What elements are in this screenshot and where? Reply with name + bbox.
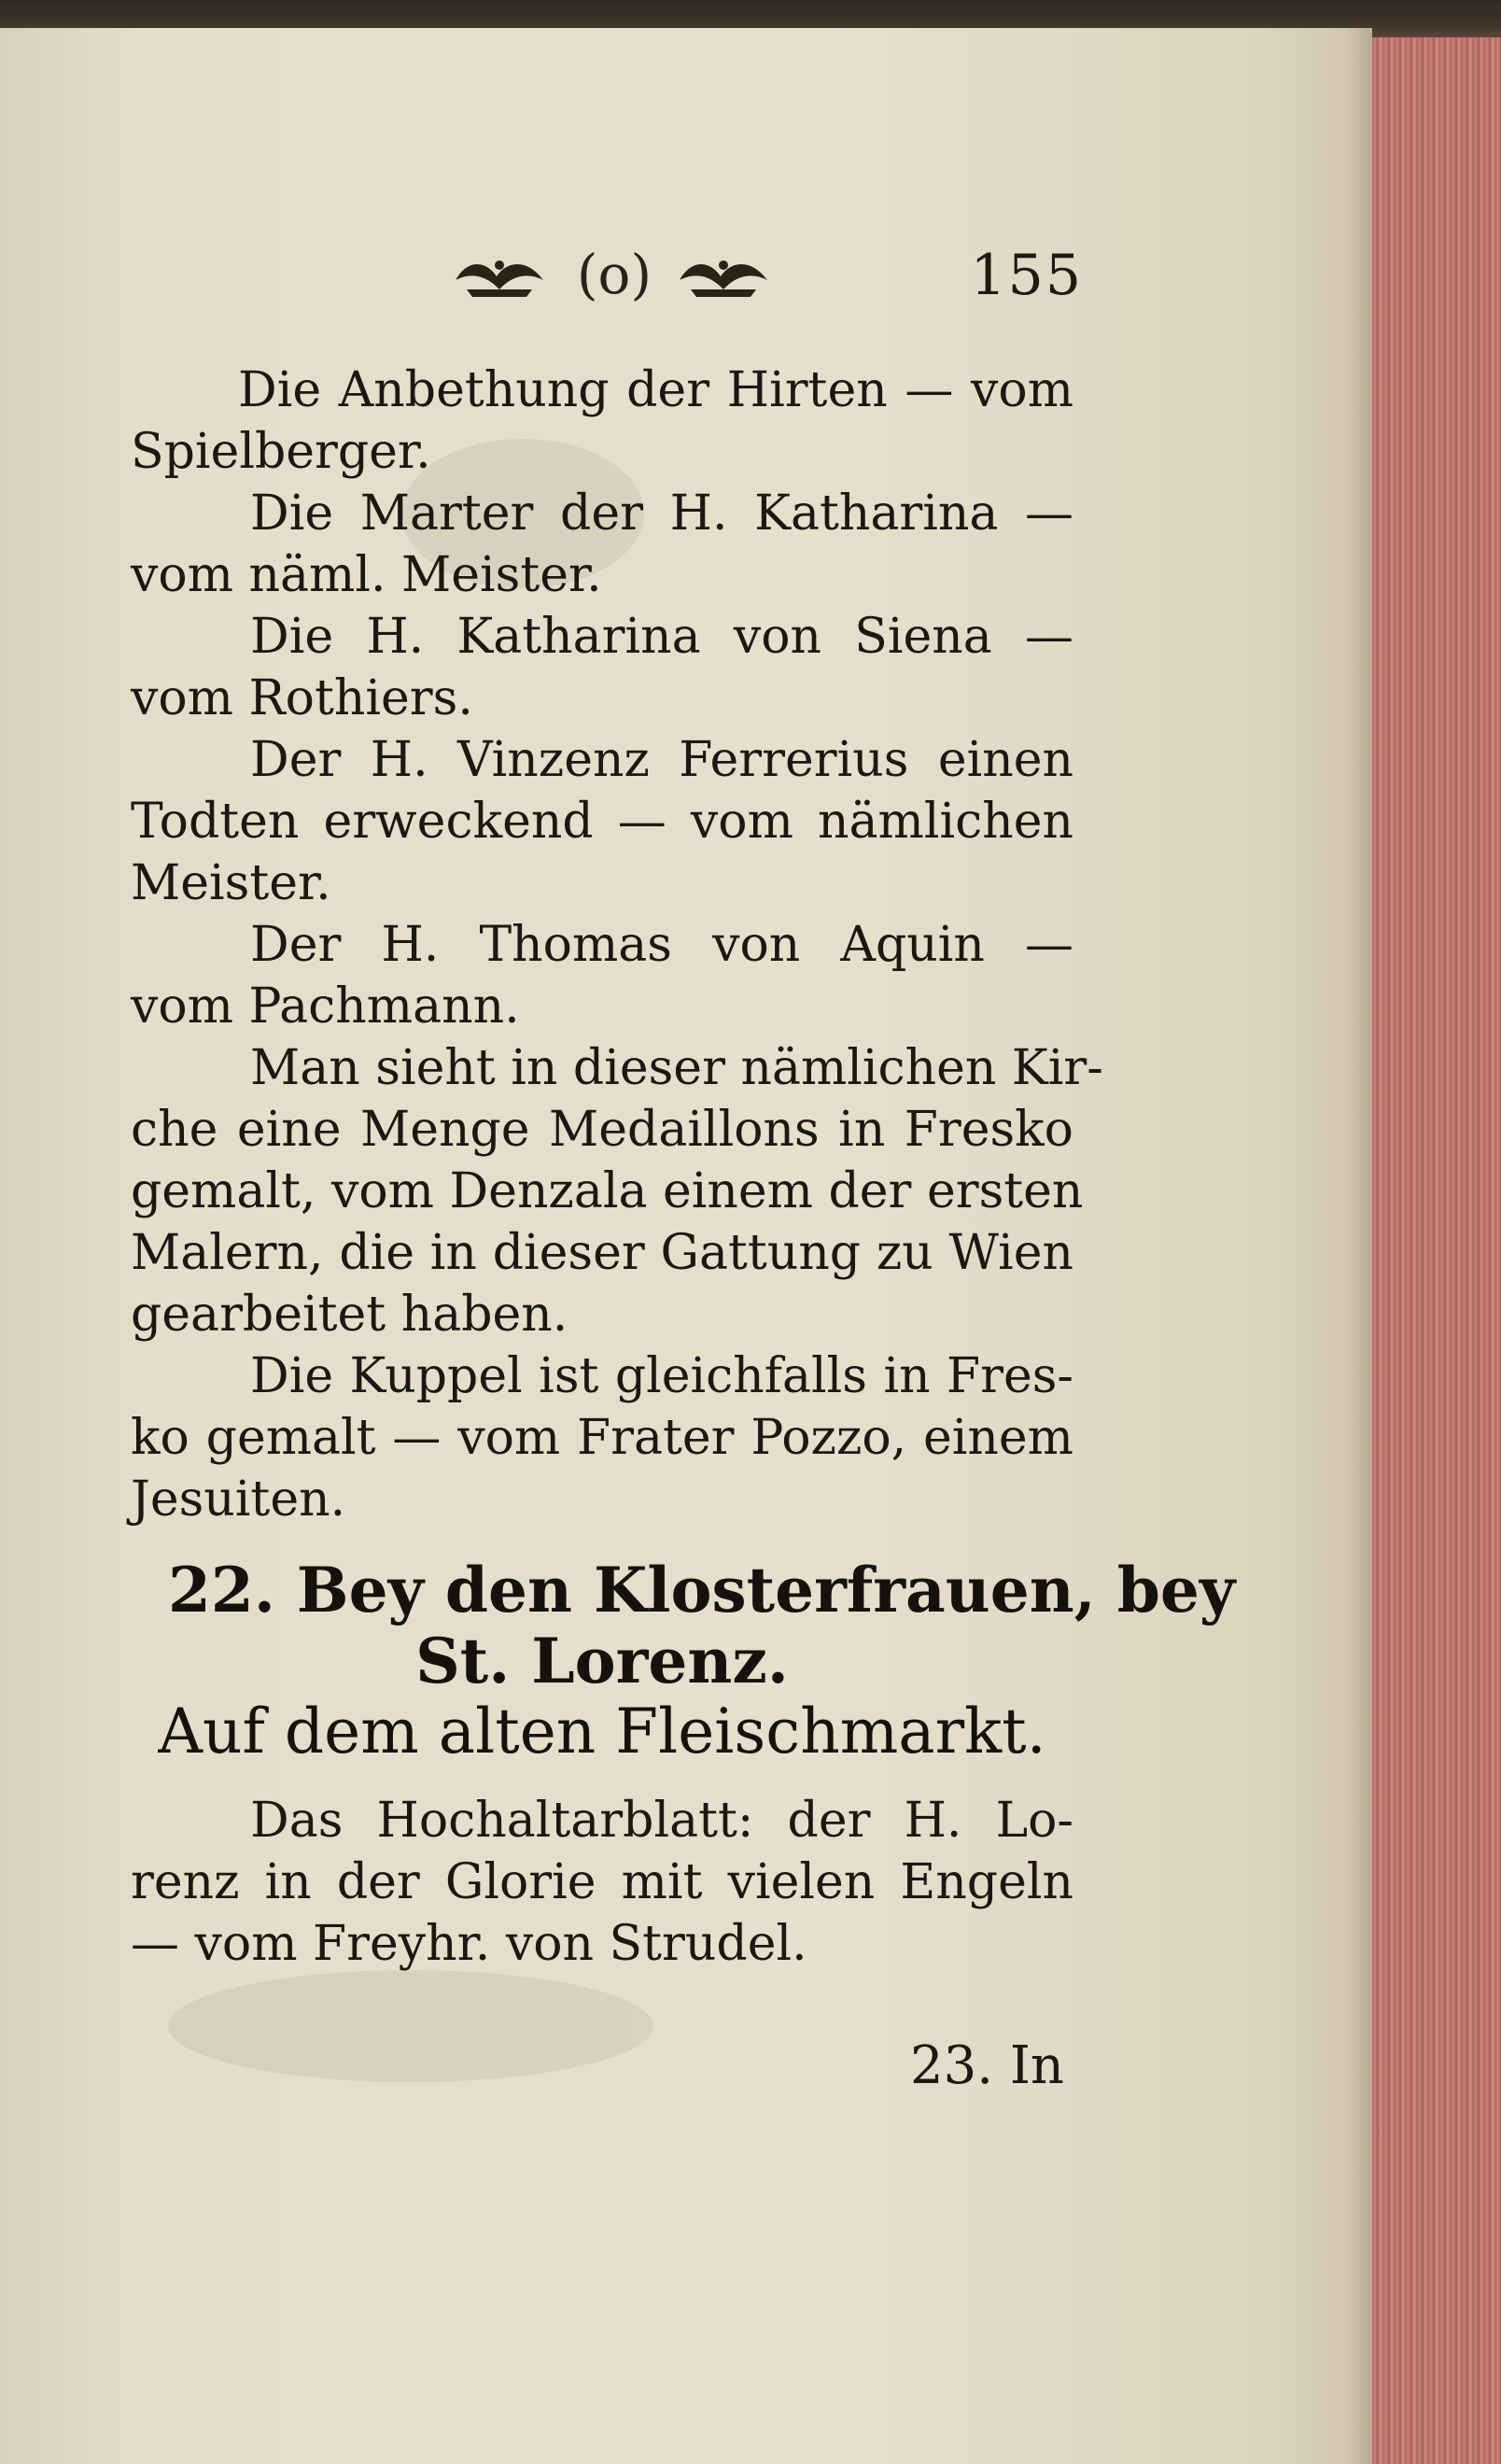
fleuron-ornament-right-icon: [672, 252, 775, 303]
text-line: renz in der Glorie mit vielen Engeln: [131, 1854, 1073, 1910]
text-line: Die Marter der H. Katharina —: [250, 486, 1073, 542]
text-line: Meister.: [131, 855, 331, 911]
text-line: — vom Freyhr. von Strudel.: [131, 1916, 807, 1972]
text-line: Der H. Thomas von Aquin —: [250, 917, 1073, 973]
page-number: 155: [970, 243, 1083, 308]
text-line: Die H. Katharina von Siena —: [250, 609, 1073, 665]
page-edges-red: [1372, 37, 1501, 2464]
text-line: gearbeitet haben.: [131, 1287, 568, 1343]
text-line: Todten erweckend — vom nämlichen: [131, 794, 1073, 850]
text-line: vom Rothiers.: [131, 670, 473, 726]
sheet-signature: (o): [576, 243, 652, 306]
text-line: gemalt, vom Denzala einem der ersten: [131, 1163, 1084, 1219]
paper-stain: [168, 1970, 653, 2082]
section-heading: 22. Bey den Klosterfrauen, bey: [168, 1554, 1236, 1626]
catchword: 23. In: [909, 2035, 1064, 2096]
text-line: Die Kuppel ist gleichfalls in Fres-: [250, 1348, 1073, 1404]
text-line: Der H. Vinzenz Ferrerius einen: [250, 732, 1073, 788]
text-line: ko gemalt — vom Frater Pozzo, einem: [131, 1410, 1073, 1466]
text-line: Spielberger.: [131, 424, 431, 480]
text-line: Das Hochaltarblatt: der H. Lo-: [250, 1793, 1073, 1849]
running-header: [411, 233, 1083, 317]
text-line: vom näml. Meister.: [131, 547, 602, 603]
text-line: Malern, die in dieser Gattung zu Wien: [131, 1225, 1073, 1281]
text-line: vom Pachmann.: [131, 979, 520, 1035]
text-line: Die Anbethung der Hirten — vom: [238, 362, 1073, 418]
text-line: Jesuiten.: [131, 1471, 346, 1528]
fleuron-ornament-left-icon: [448, 252, 551, 303]
section-heading: St. Lorenz.: [415, 1625, 789, 1697]
text-line: Man sieht in dieser nämlichen Kir-: [250, 1040, 1103, 1096]
section-subheading: Auf dem alten Fleischmarkt.: [158, 1696, 1046, 1767]
text-line: che eine Menge Medaillons in Fresko: [131, 1102, 1073, 1158]
